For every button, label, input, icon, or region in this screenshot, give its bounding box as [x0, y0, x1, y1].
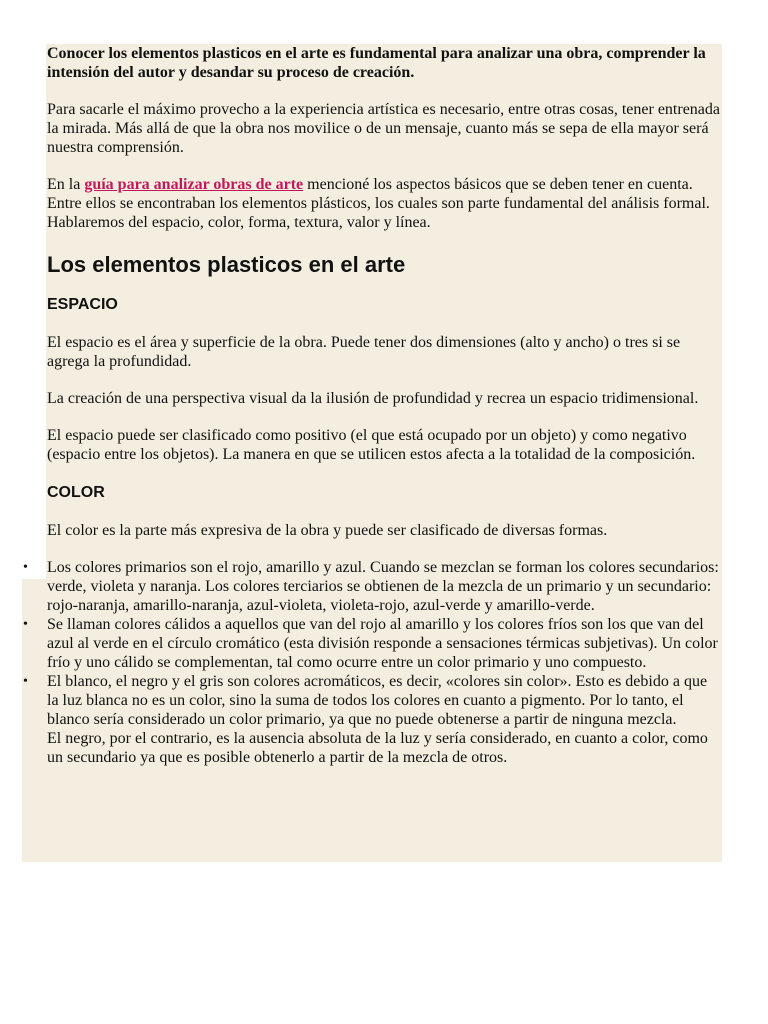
espacio-paragraph-3: El espacio puede ser clasificado como positivo (el que está ocupado por un objeto) y como negativo (espacio entre los objetos). La manera en que se utilicen estos afecta a la totalidad de la composición.: [47, 427, 696, 463]
espacio-paragraph-1: El espacio es el área y superficie de la obra. Puede tener dos dimensiones (alto y ancho) o tres si se agrega la profundidad.: [47, 334, 681, 370]
list-item-text: El blanco, el negro y el gris son colores acromáticos, es decir, «colores sin color». Esto es debido a que la luz blanca no es un color, sino la suma de todos los colores en cuanto a pigmento. Por lo tanto, el blanco sería considerado un color primario, ya que no puede obtenerse a partir de ninguna mezcla.: [47, 673, 708, 728]
list-item-extra: El negro, por el contrario, es la ausencia absoluta de la luz y sería considerado, en cuanto a color, como un secundario ya que es posible obtenerlo a partir de la mezcla de otros.: [47, 730, 708, 766]
article-content: [47, 44, 722, 767]
color-list: [47, 558, 722, 767]
paragraph-guide-before: En la: [47, 176, 85, 193]
espacio-heading: ESPACIO: [47, 296, 118, 313]
color-paragraph-1: El color es la parte más expresiva de la obra y puede ser clasificado de diversas formas.: [47, 522, 608, 539]
list-item: [47, 672, 722, 767]
espacio-paragraph-2: La creación de una perspectiva visual da la ilusión de profundidad y recrea un espacio tridimensional.: [47, 390, 699, 407]
paragraph-experience: Para sacarle el máximo provecho a la experiencia artística es necesario, entre otras cosas, tener entrenada la mirada. Más allá de que la obra nos movilice o de un mensaje, cuanto más se sepa de ella mayor será nuestra comprensión.: [47, 101, 720, 156]
list-item: • Se llaman colores cálidos a aquellos que van del rojo al amarillo y los colores fríos son los que van del azul al verde en el círculo cromático (esta división responde a sensaciones térmicas subjetivas). Un color frío y uno cálido se complementan, tal como ocurre entre un color primario y uno compuesto.: [47, 615, 722, 672]
color-heading: COLOR: [47, 484, 105, 501]
section-title: Los elementos plasticos en el arte: [47, 252, 406, 277]
guide-link[interactable]: guía para analizar obras de arte: [84, 176, 304, 193]
paragraph-guide-after: mencioné los aspectos básicos que se deben tener en cuenta. Entre ellos se encontraban los elementos plásticos, los cuales son parte fundamental del análisis formal. Hablaremos del espacio, color, forma, textura, valor y línea.: [47, 176, 710, 231]
intro-paragraph: Conocer los elementos plasticos en el arte es fundamental para analizar una obra, comprender la intensión del autor y desandar su proceso de creación.: [47, 45, 706, 81]
list-item: • Los colores primarios son el rojo, amarillo y azul. Cuando se mezclan se forman los colores secundarios: verde, violeta y naranja. Los colores terciarios se obtienen de la mezcla de un primario y un secundario: rojo-naranja, amarillo-naranja, azul-violeta, violeta-rojo, azul-verde y amarillo-verde.: [47, 558, 722, 615]
paragraph-guide: [47, 175, 722, 232]
